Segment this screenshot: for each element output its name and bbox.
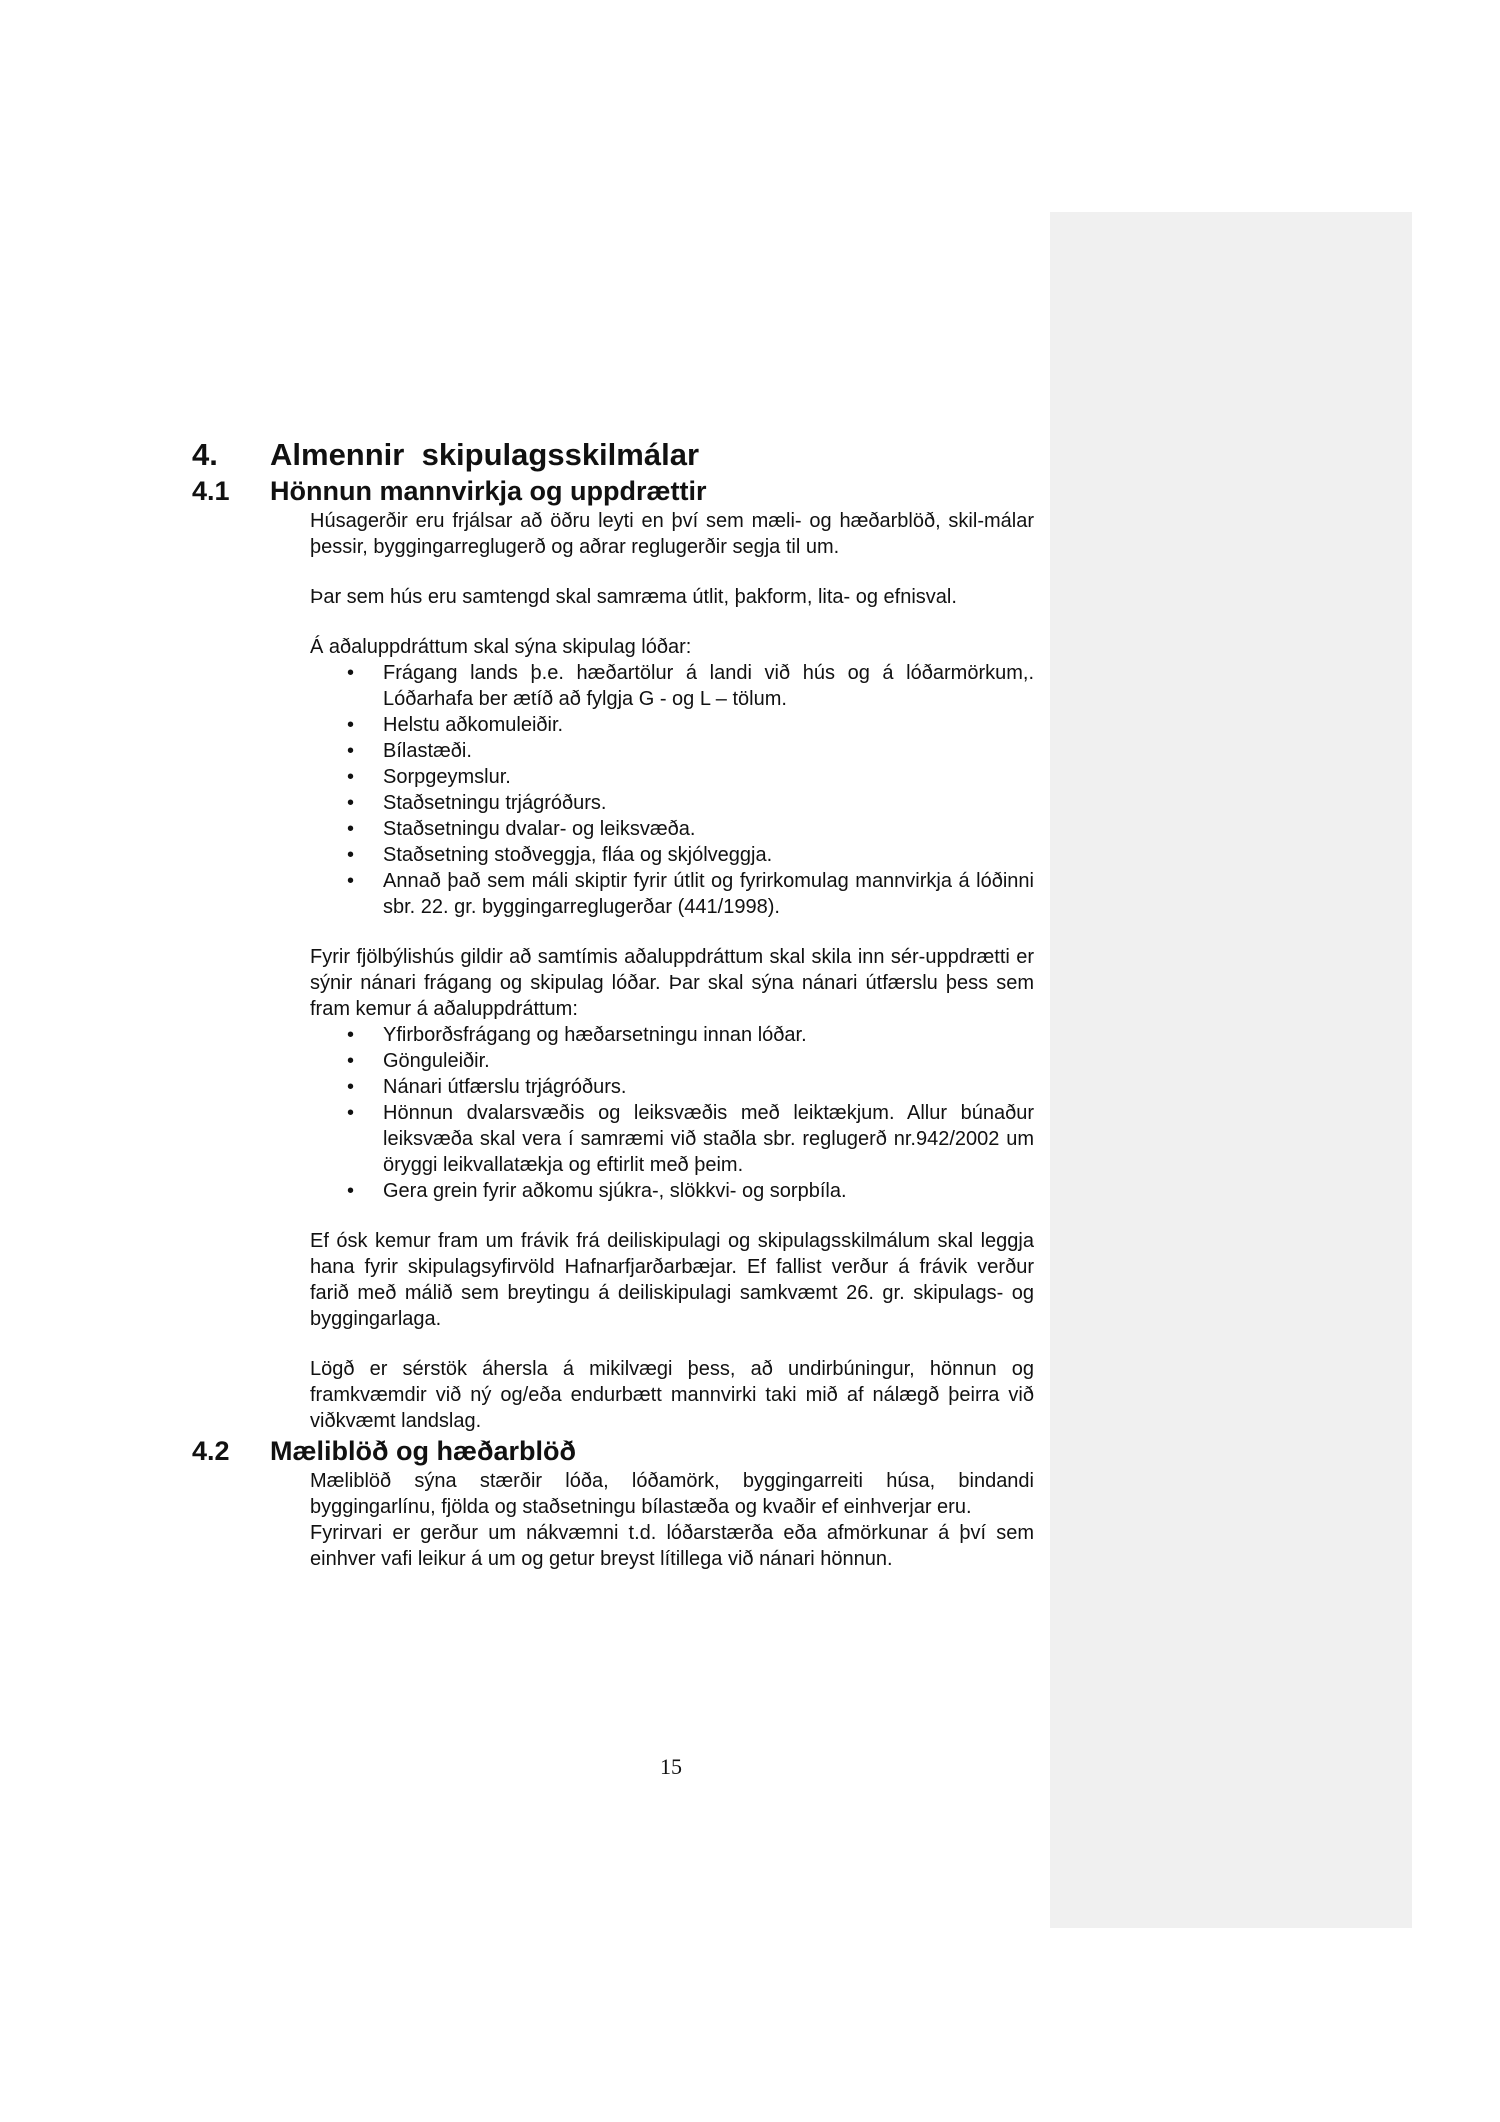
paragraph: Mæliblöð sýna stærðir lóða, lóðamörk, byggingarreiti húsa, bindandi byggingarlínu, fjölda og staðsetningu bílastæða og kvaðir ef einhverjar eru.	[310, 1470, 1034, 1518]
section-number: 4.2	[192, 1436, 230, 1466]
comment-margin-panel	[1050, 212, 1412, 1928]
section-4-1-body	[310, 508, 1034, 1434]
paragraph: Húsagerðir eru frjálsar að öðru leyti en því sem mæli- og hæðarblöð, skil-málar þessir, byggingarreglugerð og aðrar reglugerðir segja til um.	[310, 510, 1034, 558]
section-number: 4.1	[192, 476, 230, 506]
list-item: • Staðsetningu dvalar- og leiksvæða.	[310, 816, 1034, 842]
list-item: • Helstu aðkomuleiðir.	[310, 712, 1034, 738]
section-heading-4-2	[192, 1434, 1042, 1468]
list-item: • Staðsetningu trjágróðurs.	[310, 790, 1034, 816]
list-item: • Yfirborðsfrágang og hæðarsetningu innan lóðar.	[310, 1022, 1034, 1048]
list-item: • Nánari útfærslu trjágróðurs.	[310, 1074, 1034, 1100]
list-item: • Annað það sem máli skiptir fyrir útlit og fyrirkomulag mannvirkja á lóðinni sbr. 22. gr. byggingarreglugerðar (441/1998).	[310, 868, 1034, 920]
bullet-list-site-plan	[310, 660, 1034, 920]
section-heading-4-1	[192, 474, 1042, 508]
section-title: Hönnun mannvirkja og uppdrættir	[270, 476, 707, 506]
chapter-heading	[192, 436, 1042, 474]
bullet-list-apartment	[310, 1022, 1034, 1204]
page-content	[192, 436, 1042, 1572]
page-number: 15	[660, 1754, 682, 1779]
paragraph: Fyrirvari er gerður um nákvæmni t.d. lóðarstærða eða afmörkunar á því sem einhver vafi leikur á um og getur breyst lítillega við nánari hönnun.	[310, 1522, 1034, 1570]
chapter-number: 4.	[192, 437, 218, 472]
section-title: Mæliblöð og hæðarblöð	[270, 1436, 576, 1466]
paragraph: Lögð er sérstök áhersla á mikilvægi þess, að undirbúningur, hönnun og framkvæmdir við ný og/eða endurbætt mannvirki taki mið af nálægð þeirra við viðkvæmt landslag.	[310, 1358, 1034, 1432]
list-item: • Gera grein fyrir aðkomu sjúkra-, slökkvi- og sorpbíla.	[310, 1178, 1034, 1204]
chapter-title: Almennir skipulagsskilmálar	[270, 437, 700, 472]
list-item: • Frágang lands þ.e. hæðartölur á landi við hús og á lóðarmörkum,. Lóðarhafa ber ætíð að fylgja G - og L – tölum.	[310, 660, 1034, 712]
list-item: • Gönguleiðir.	[310, 1048, 1034, 1074]
paragraph: Fyrir fjölbýlishús gildir að samtímis aðaluppdráttum skal skila inn sér-uppdrætti er sýnir nánari frágang og skipulag lóðar. Þar skal sýna nánari útfærslu þess sem fram kemur á aðaluppdráttum:	[310, 946, 1034, 1020]
list-item: • Bílastæði.	[310, 738, 1034, 764]
section-4-2-body	[310, 1468, 1034, 1572]
paragraph: Á aðaluppdráttum skal sýna skipulag lóðar:	[310, 636, 692, 658]
list-item: • Staðsetning stoðveggja, fláa og skjólveggja.	[310, 842, 1034, 868]
list-item: • Hönnun dvalarsvæðis og leiksvæðis með leiktækjum. Allur búnaður leiksvæða skal vera í samræmi við staðla sbr. reglugerð nr.942/2002 um öryggi leikvallatækja og eftirlit með þeim.	[310, 1100, 1034, 1178]
paragraph: Þar sem hús eru samtengd skal samræma útlit, þakform, lita- og efnisval.	[310, 586, 957, 608]
list-item: • Sorpgeymslur.	[310, 764, 1034, 790]
paragraph: Ef ósk kemur fram um frávik frá deiliskipulagi og skipulagsskilmálum skal leggja hana fyrir skipulagsyfirvöld Hafnarfjarðarbæjar. Ef fallist verður á frávik verður farið með málið sem breytingu á deiliskipulagi samkvæmt 26. gr. skipulags- og byggingarlaga.	[310, 1230, 1034, 1330]
